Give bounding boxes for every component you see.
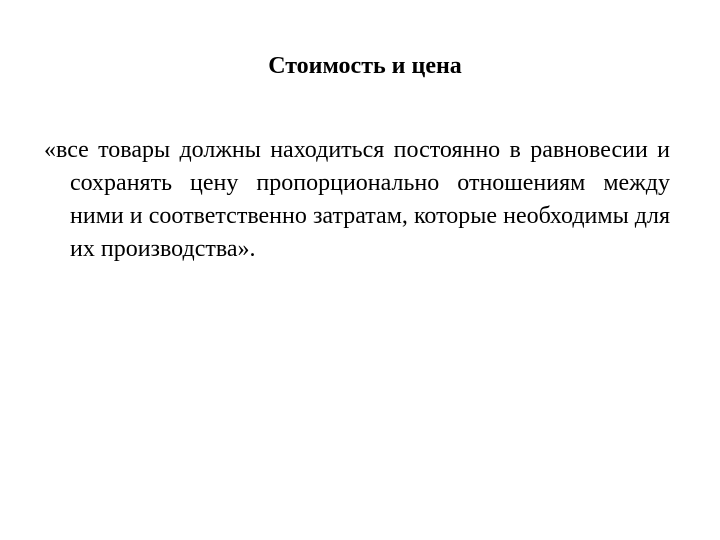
quote-paragraph: «все товары должны находиться постоянно в равновесии и сохранять цену пропорционально отношениям между ними и соответственно затратам, которые необходимы для их производства».	[44, 137, 670, 262]
slide-title: Стоимость и цена	[268, 53, 462, 79]
